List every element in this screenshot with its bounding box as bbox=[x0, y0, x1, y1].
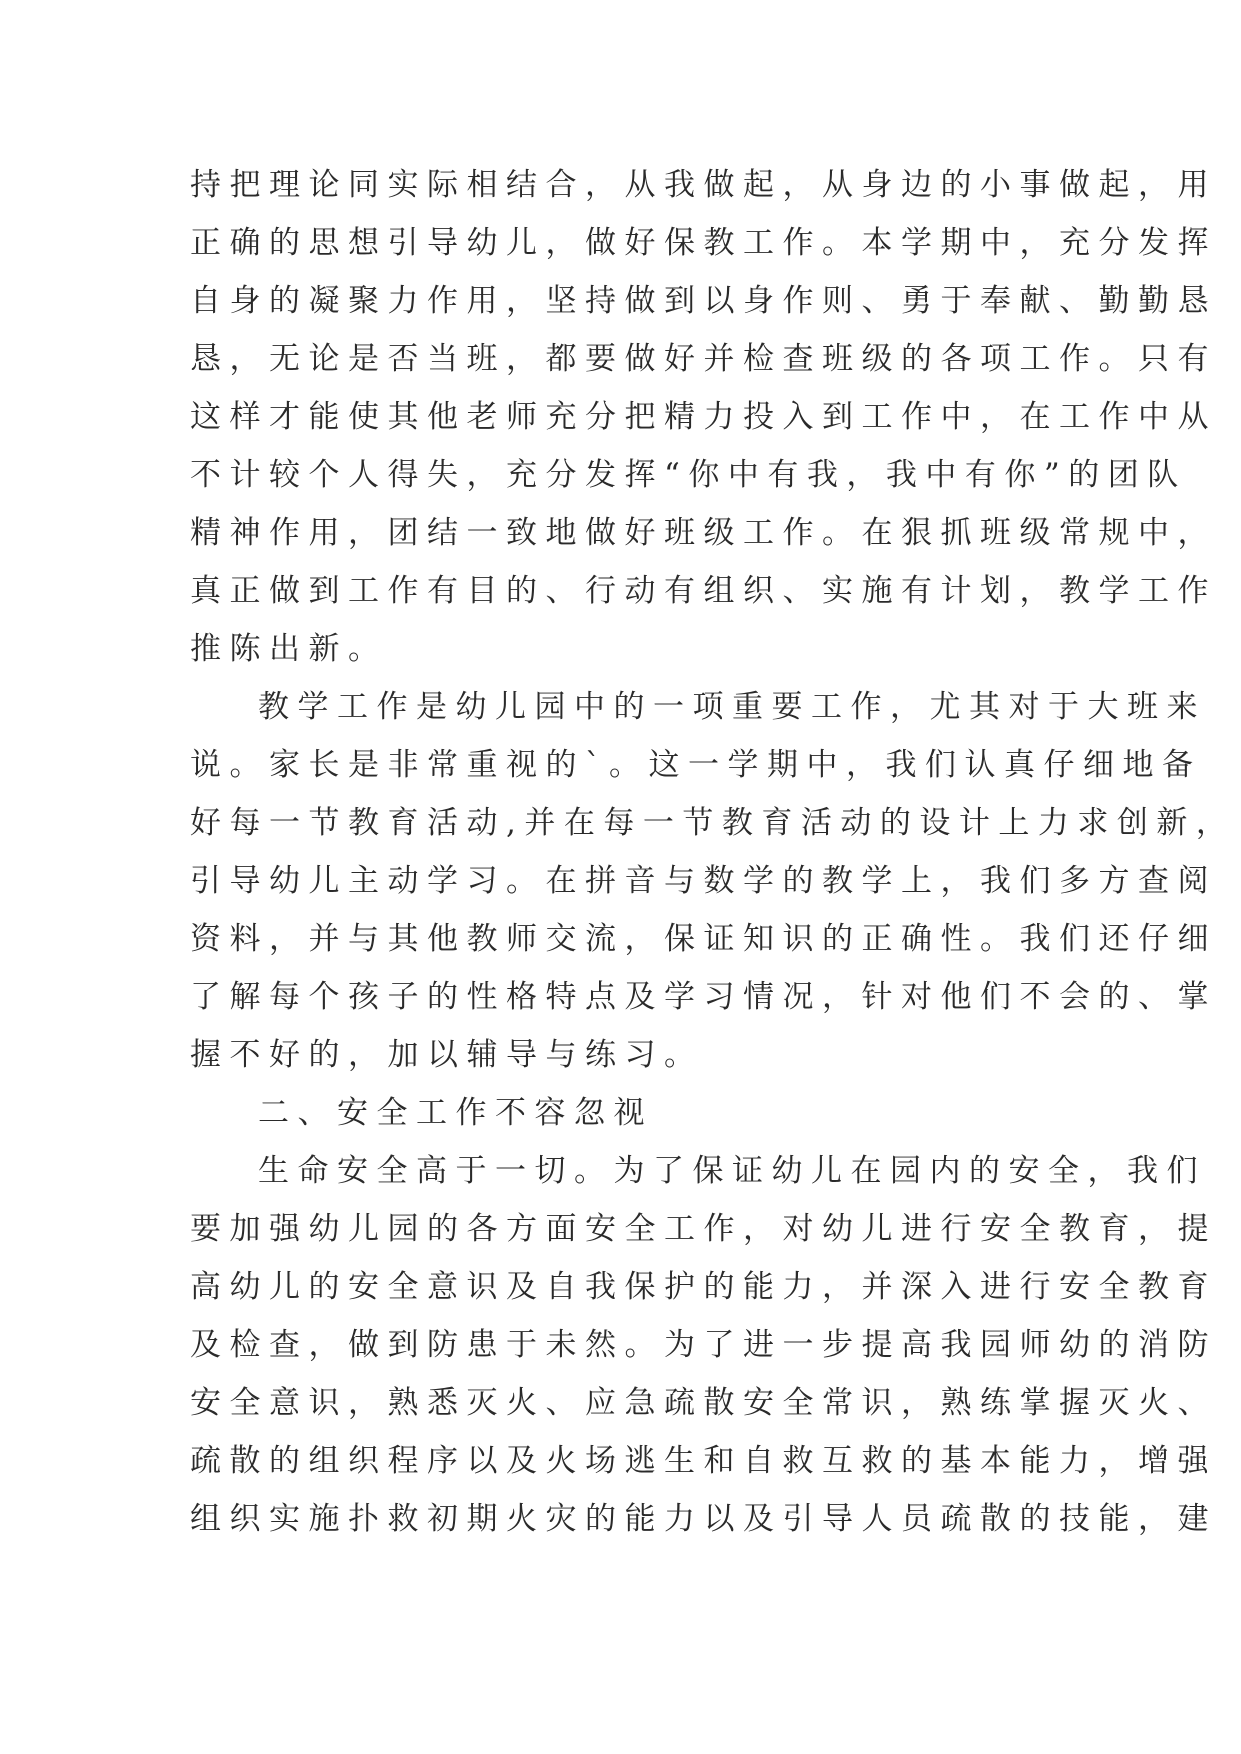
text-line: 这样才能使其他老师充分把精力投入到工作中，在工作中从 bbox=[190, 399, 1217, 435]
text-line: 持把理论同实际相结合，从我做起，从身边的小事做起，用 bbox=[190, 167, 1217, 203]
text-line: 要加强幼儿园的各方面安全工作，对幼儿进行安全教育，提 bbox=[190, 1211, 1217, 1247]
text-line: 及检查，做到防患于未然。为了进一步提高我园师幼的消防 bbox=[190, 1327, 1217, 1363]
text-line: 组织实施扑救初期火灾的能力以及引导人员疏散的技能，建 bbox=[190, 1501, 1217, 1537]
text-line: 真正做到工作有目的、行动有组织、实施有计划，教学工作 bbox=[190, 573, 1217, 609]
text-line: 恳，无论是否当班，都要做好并检查班级的各项工作。只有 bbox=[190, 341, 1217, 377]
text-line: 高幼儿的安全意识及自我保护的能力，并深入进行安全教育 bbox=[190, 1269, 1217, 1305]
text-line: 资料，并与其他教师交流，保证知识的正确性。我们还仔细 bbox=[190, 921, 1217, 957]
text-line: 握不好的，加以辅导与练习。 bbox=[190, 1037, 704, 1073]
text-line: 推陈出新。 bbox=[190, 631, 388, 667]
text-line: 引导幼儿主动学习。在拼音与数学的教学上，我们多方查阅 bbox=[190, 863, 1217, 899]
text-line: 好每一节教育活动,并在每一节教育活动的设计上力求创新， bbox=[190, 805, 1236, 841]
section-heading: 二、安全工作不容忽视 bbox=[258, 1095, 653, 1131]
text-line: 了解每个孩子的性格特点及学习情况，针对他们不会的、掌 bbox=[190, 979, 1217, 1015]
text-line: 教学工作是幼儿园中的一项重要工作，尤其对于大班来 bbox=[258, 689, 1206, 725]
text-line: 正确的思想引导幼儿，做好保教工作。本学期中，充分发挥 bbox=[190, 225, 1217, 261]
text-line: 自身的凝聚力作用，坚持做到以身作则、勇于奉献、勤勤恳 bbox=[190, 283, 1217, 319]
text-line: 生命安全高于一切。为了保证幼儿在园内的安全，我们 bbox=[258, 1153, 1206, 1189]
text-line: 说。家长是非常重视的`。这一学期中，我们认真仔细地备 bbox=[190, 747, 1202, 783]
text-line: 安全意识，熟悉灭火、应急疏散安全常识，熟练掌握灭火、 bbox=[190, 1385, 1217, 1421]
text-line: 精神作用，团结一致地做好班级工作。在狠抓班级常规中， bbox=[190, 515, 1217, 551]
text-line: 疏散的组织程序以及火场逃生和自救互救的基本能力，增强 bbox=[190, 1443, 1217, 1479]
text-line: 不计较个人得失，充分发挥“你中有我，我中有你”的团队 bbox=[190, 457, 1187, 493]
